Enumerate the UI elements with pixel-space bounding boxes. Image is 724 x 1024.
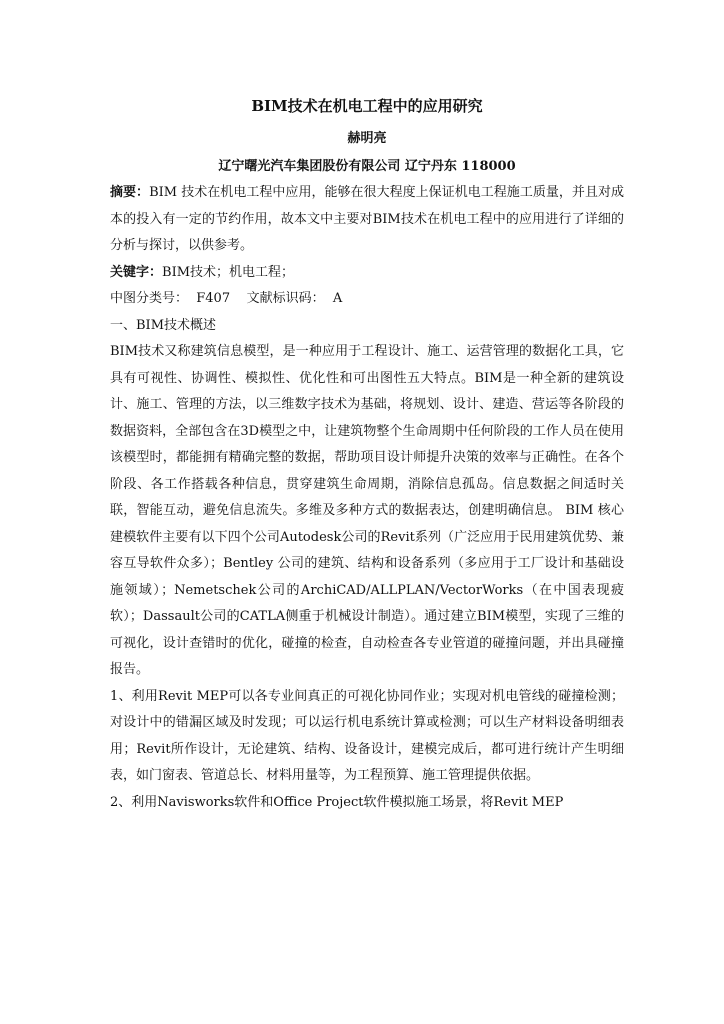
paragraph-navisworks: 2、利用Navisworks软件和Office Project软件模拟施工场景，将Revit MEP <box>110 794 564 810</box>
paper-body <box>110 180 624 816</box>
paragraph-bim-overview: BIM技术又称建筑信息模型，是一种应用于工程设计、施工、运营管理的数据化工具，它具有可视性、协调性、模拟性、优化性和可出图性五大特点。BIM是一种全新的建筑设计、施工、管理的方法，以三维数字技术为基础，将规划、设计、建造、营运等各阶段的数据资料，全部包含在3D模型之中，让建筑物整个生命周期中任何阶段的工作人员在使用该模型时，都能拥有精确完整的数据，帮助项目设计师提升决策的效率与正确性。在各个阶段、各工作搭载各种信息，贯穿建筑生命周期，消除信息孤岛。信息数据之间适时关联，智能互动，避免信息流失。多维及多种方式的数据表达，创建明确信息。 BIM 核心建模软件主要有以下四个公司Autodesk公司的Revit系列（广泛应用于民用建筑优势、兼容互导软件众多）；Bentley 公司的建筑、结构和设备系列（多应用于工厂设计和基础设施领域）；Nemetschek公司的ArchiCAD/ALLPLAN/VectorWorks（在中国表现疲软）；Dassault公司的CATLA侧重于机械设计制造）。通过建立BIM模型，实现了三维的可视化，设计查错时的优化，碰撞的检查，自动检查各专业管道的碰撞问题，并出具碰撞报告。 <box>110 344 624 677</box>
abstract <box>110 180 624 260</box>
paper-title: BIM技术在机电工程中的应用研究 <box>251 97 483 115</box>
abstract-label: 摘要： <box>110 185 150 200</box>
author-affiliation: 辽宁曙光汽车集团股份有限公司 辽宁丹东 118000 <box>218 159 516 174</box>
section-heading: 一、BIM技术概述 <box>110 317 216 333</box>
keywords-text: BIM技术；机电工程； <box>162 264 295 280</box>
keywords <box>110 260 624 287</box>
abstract-text: BIM 技术在机电工程中应用，能够在很大程度上保证机电工程施工质量，并且对成本的投入有一定的节约作用，故本文中主要对BIM技术在机电工程中的应用进行了详细的分析与探讨，以供参考。 <box>110 185 624 253</box>
keywords-label: 关键字： <box>110 264 163 280</box>
classification-line: 中图分类号： F407 文献标识码： A <box>110 291 343 306</box>
author-name: 赫明亮 <box>347 131 387 146</box>
paragraph-revit-mep: 1、利用Revit MEP可以各专业间真正的可视化协同作业；实现对机电管线的碰撞检测；对设计中的错漏区域及时发现；可以运行机电系统计算或检测；可以生产材料设备明细表用；Revit所作设计，无论建筑、结构、设备设计，建模完成后，都可进行统计产生明细表，如门窗表、管道总长、材料用量等，为工程预算、施工管理提供依据。 <box>110 688 624 783</box>
